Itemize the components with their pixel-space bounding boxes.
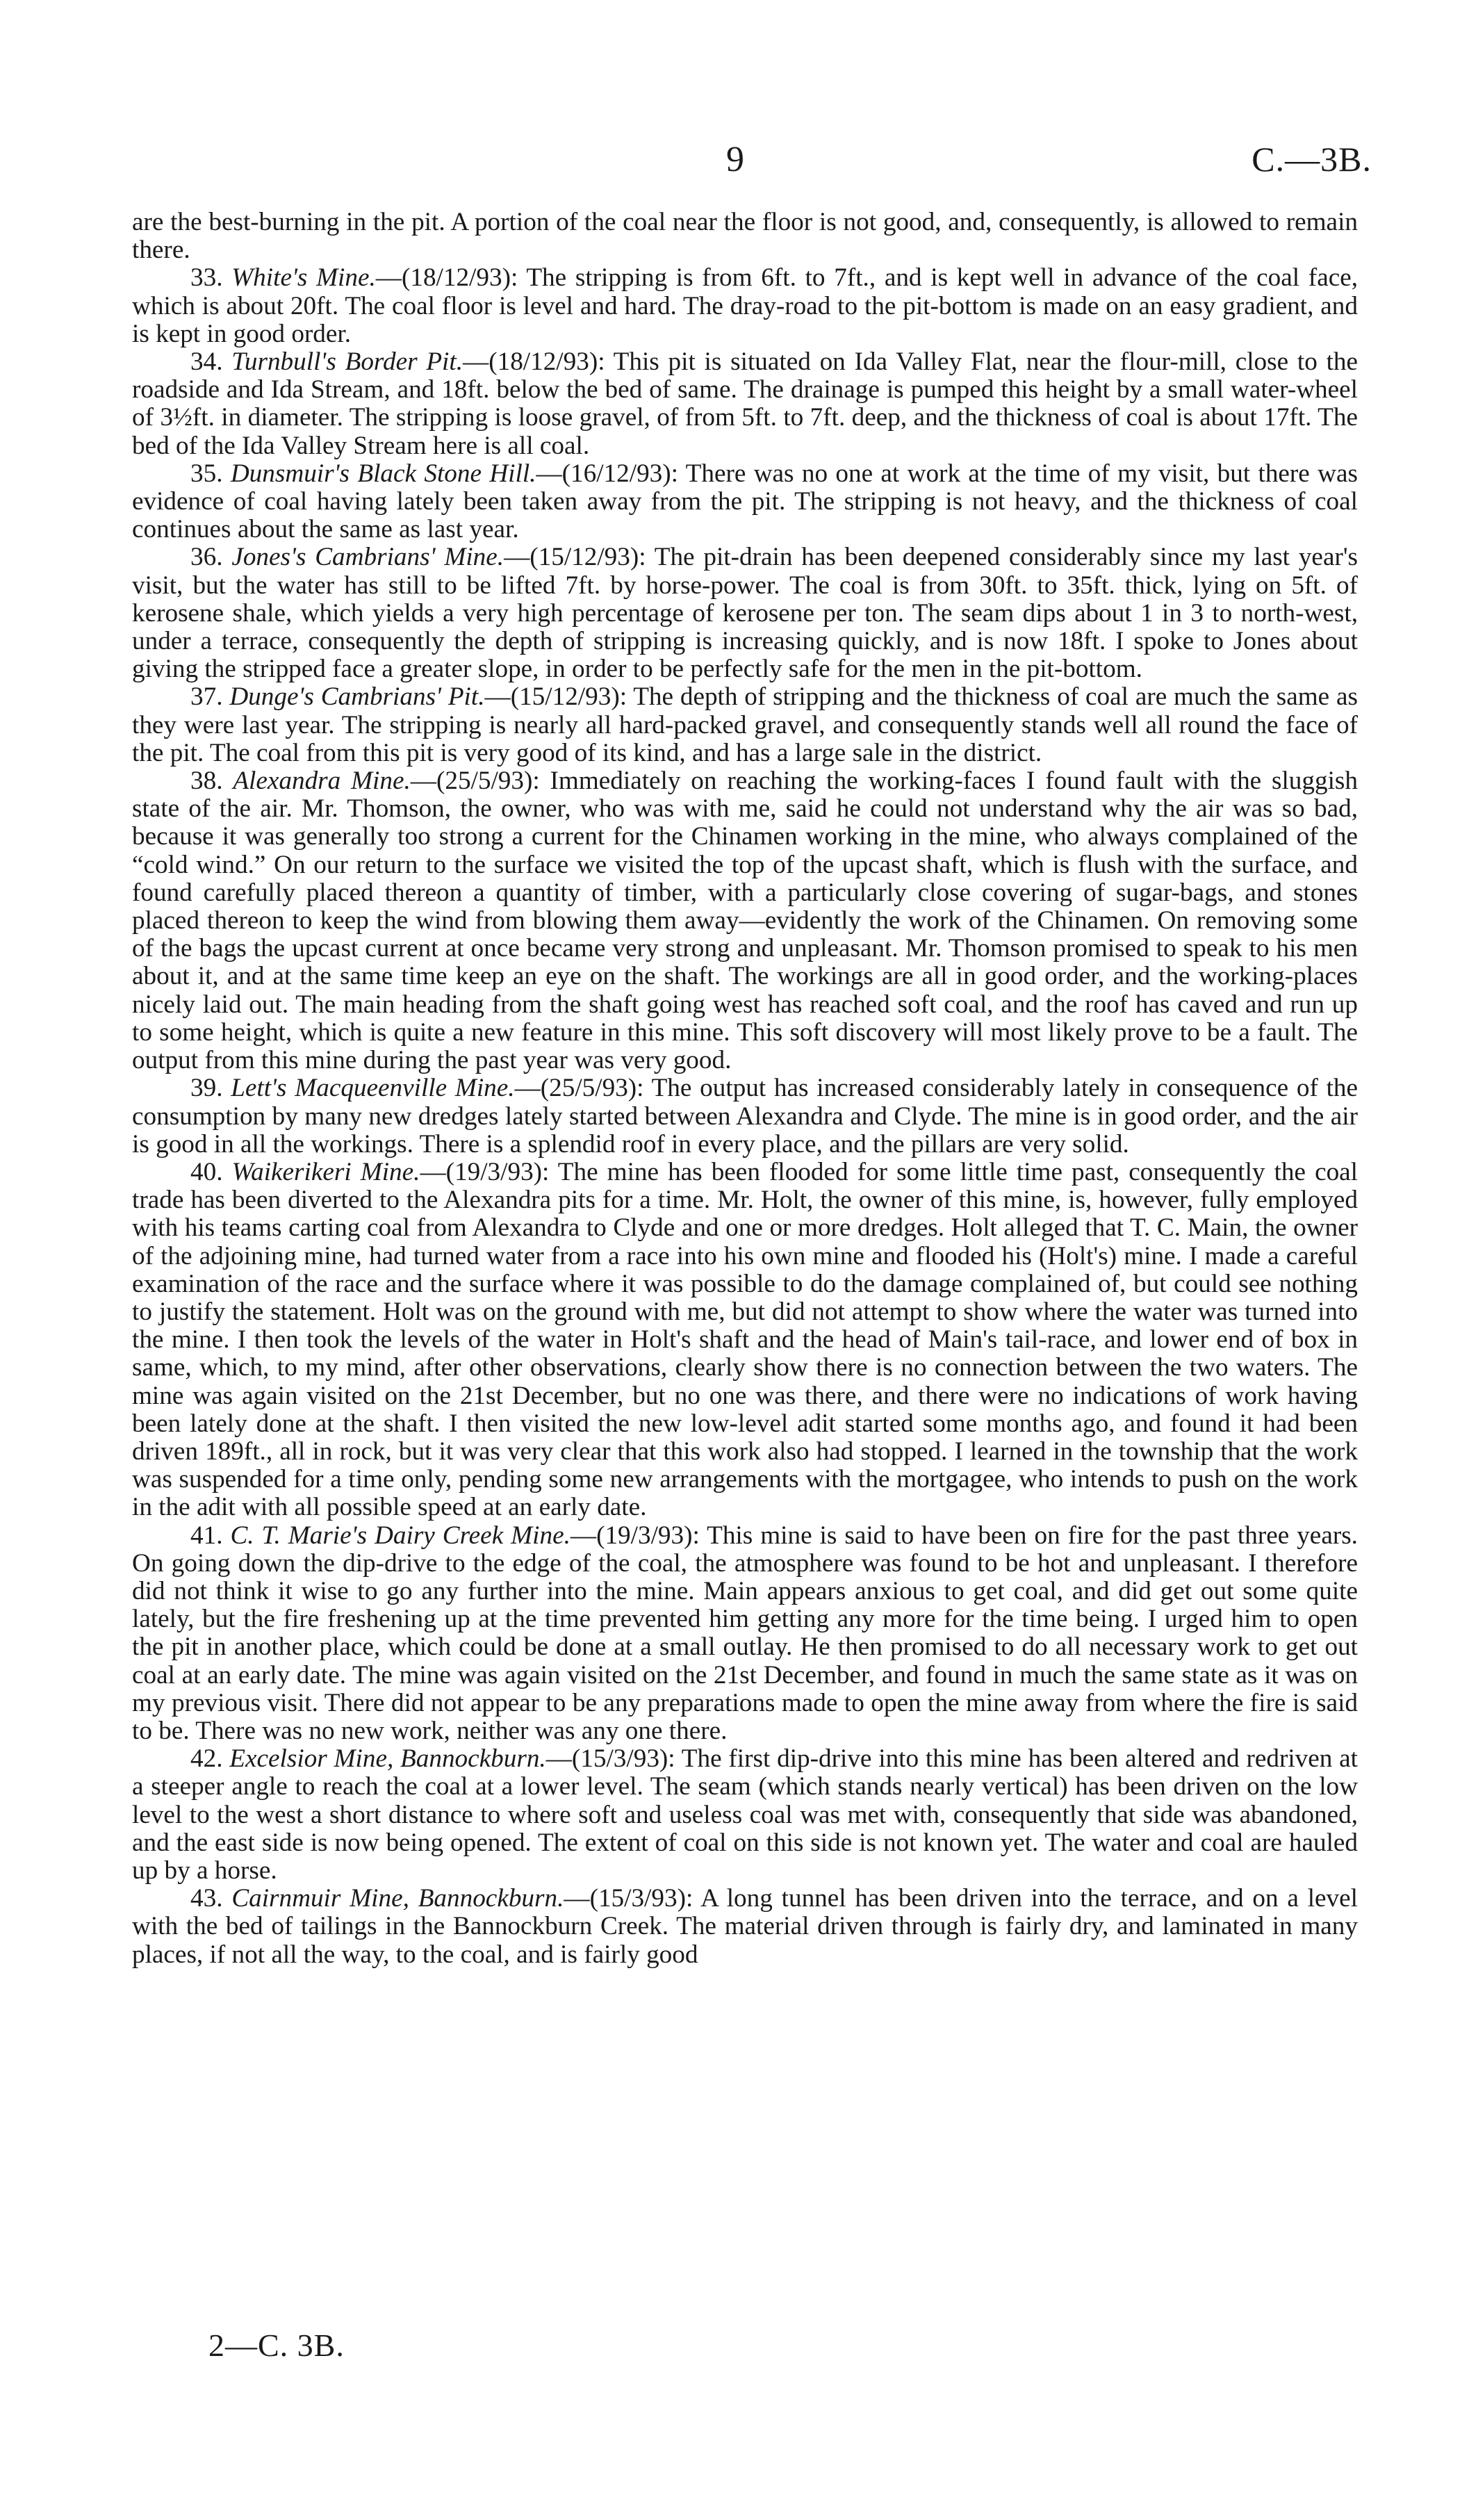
paragraph-35 bbox=[132, 460, 1358, 544]
paragraph-text: —(15/12/93): The depth of stripping and the thickness of coal are much the same as they were last year. The stripping is nearly all hard-packed gravel, and consequently stands well all round the face of the pit. The coal from this pit is very good of its kind, and has a large sale in the district. bbox=[132, 682, 1358, 767]
paragraph-number: 36. bbox=[190, 543, 223, 572]
paragraph-number: 35. bbox=[190, 459, 223, 488]
paragraph-40 bbox=[132, 1159, 1358, 1522]
paragraph-text: —(15/12/93): The pit-drain has been deepened considerably since my last year's visit, but the water has still to be lifted 7ft. by horse-power. The coal is from 30ft. to 35ft. thick, lying on 5ft. of kerosene shale, which yields a very high percentage of kerosene per ton. The seam dips about 1 in 3 to north-west, under a terrace, consequently the depth of stripping is increasing quickly, and is now 18ft. I spoke to Jones about giving the stripped face a greater slope, in order to be perfectly safe for the men in the pit-bottom. bbox=[132, 543, 1358, 684]
mine-name: Waikerikeri Mine. bbox=[231, 1157, 420, 1186]
mine-name: Dunsmuir's Black Stone Hill. bbox=[230, 459, 536, 488]
mine-name: Turnbull's Border Pit. bbox=[231, 347, 463, 377]
paragraph-number: 38. bbox=[190, 767, 223, 796]
paragraph-text: —(25/5/93): The output has increased considerably lately in consequence of the consumption by many new dredges lately started between Alexandra and Clyde. The mine is in good order, and the air is good in all the workings. There is a splendid roof in every place, and the pillars are very solid. bbox=[132, 1074, 1359, 1159]
paragraph-text: —(19/3/93): This mine is said to have been on fire for the past three years. On going down the dip-drive to the edge of the coal, the atmosphere was found to be hot and unpleasant. I therefore did not think it wise to go any further into the mine. Main appears anxious to get coal, and did get out some quite lately, but the fire freshening up at the time prevented him getting any more for the time being. I urged him to open the pit in another place, which could be done at a small outlay. He then promised to do all necessary work to get out coal at an early date. The mine was again visited on the 21st December, and found in much the same state as it was on my previous visit. There did not appear to be any preparations made to open the mine away from where the fire is said to be. There was no new work, neither was any one there. bbox=[132, 1521, 1358, 1745]
paragraph-34 bbox=[132, 348, 1358, 460]
paragraph-text: —(15/3/93): A long tunnel has been driven into the terrace, and on a level with the bed of tailings in the Bannockburn Creek. The material driven through is fairly dry, and laminated in many places, if not all the way, to the coal, and is fairly good bbox=[132, 1884, 1358, 1969]
paragraph-36 bbox=[132, 543, 1358, 683]
mine-name: Excelsior Mine, Bannockburn. bbox=[229, 1744, 546, 1774]
paragraph-text: —(16/12/93): There was no one at work at the time of my visit, but there was evidence of coal having lately been taken away from the pit. The stripping is not heavy, and the thickness of coal continues about the same as last year. bbox=[132, 459, 1358, 544]
paragraph-number: 37. bbox=[190, 682, 223, 712]
body-text bbox=[132, 208, 1358, 1969]
paragraph-text: —(19/3/93): The mine has been flooded for some little time past, consequently the coal trade has been diverted to the Alexandra pits for a time. Mr. Holt, the owner of this mine, is, however, fully employed with his teams carting coal from Alexandra to Clyde and one or more dredges. Holt alleged that T. C. Main, the owner of the adjoining mine, had turned water from a race into his own mine and flooded his (Holt's) mine. I made a careful examination of the race and the surface where it was possible to do the damage complained of, but could see nothing to justify the statement. Holt was on the ground with me, but did not attempt to show where the water was turned into the mine. I then took the levels of the water in Holt's shaft and the head of Main's tail-race, and lower end of box in same, which, to my mind, after other observations, clearly show there is no connection between the two waters. The mine was again visited on the 21st December, but no one was there, and there were no indications of work having been lately done at the shaft. I then visited the new low-level adit started some months ago, and found it had been driven 189ft., all in rock, but it was very clear that this work also had stopped. I learned in the township that the work was suspended for a time only, pending some new arrangements with the mortgagee, who intends to push on the work in the adit with all possible speed at an early date. bbox=[132, 1157, 1359, 1522]
paragraph-41 bbox=[132, 1522, 1358, 1746]
paragraph-number: 34. bbox=[190, 347, 223, 377]
paragraph-number: 39. bbox=[190, 1074, 223, 1103]
paragraph-42 bbox=[132, 1745, 1358, 1885]
paragraph-number: 33. bbox=[190, 263, 223, 293]
mine-name: Dunge's Cambrians' Pit. bbox=[229, 682, 485, 712]
page-header bbox=[0, 139, 1469, 188]
document-reference: C.—3B. bbox=[1251, 140, 1372, 179]
paragraph-number: 40. bbox=[190, 1157, 223, 1186]
page-number: 9 bbox=[726, 140, 744, 179]
paragraph-number: 43. bbox=[190, 1884, 223, 1913]
paragraph-number: 42. bbox=[190, 1744, 223, 1774]
paragraph-37 bbox=[132, 683, 1358, 767]
mine-name: C. T. Marie's Dairy Creek Mine. bbox=[230, 1521, 571, 1550]
mine-name: Cairnmuir Mine, Bannockburn. bbox=[231, 1884, 564, 1913]
paragraph-33 bbox=[132, 264, 1358, 348]
paragraph-39 bbox=[132, 1074, 1358, 1159]
paragraph-38 bbox=[132, 767, 1358, 1074]
signature-mark: 2—C. 3B. bbox=[208, 2327, 345, 2363]
mine-name: Alexandra Mine. bbox=[233, 767, 411, 796]
mine-name: Lett's Macqueenville Mine. bbox=[231, 1074, 515, 1103]
paragraph-43 bbox=[132, 1885, 1358, 1969]
paragraph-text: —(18/12/93): The stripping is from 6ft. to 7ft., and is kept well in advance of the coal face, which is about 20ft. The coal floor is level and hard. The dray-road to the pit-bottom is made on an easy gradient, and is kept in good order. bbox=[132, 263, 1359, 348]
paragraph-text: —(25/5/93): Immediately on reaching the working-faces I found fault with the sluggish state of the air. Mr. Thomson, the owner, who was with me, said he could not understand why the air was so bad, because it was generally too strong a current for the Chinamen working in the mine, who always complained of the “cold wind.” On our return to the surface we visited the top of the upcast shaft, which is flush with the surface, and found carefully placed thereon a quantity of timber, with a particularly close covering of sugar-bags, and stones placed thereon to keep the wind from blowing them away—evidently the work of the Chinamen. On removing some of the bags the upcast current at once became very strong and unpleasant. Mr. Thomson promised to speak to his men about it, and at the same time keep an eye on the shaft. The workings are all in good order, and the working-places nicely laid out. The main heading from the shaft going west has reached soft coal, and the roof has caved and run up to some height, which is quite a new feature in this mine. This soft discovery will most likely prove to be a fault. The output from this mine during the past year was very good. bbox=[132, 767, 1358, 1075]
intro-paragraph: are the best-burning in the pit. A portion of the coal near the floor is not good, and, consequently, is allowed to remain there. bbox=[132, 208, 1358, 265]
mine-name: Jones's Cambrians' Mine. bbox=[231, 543, 504, 572]
paragraph-text: —(18/12/93): This pit is situated on Ida Valley Flat, near the flour-mill, close to the roadside and Ida Stream, and 18ft. below the bed of same. The drainage is pumped this height by a small water-wheel of 3½ft. in diameter. The stripping is loose gravel, of from 5ft. to 7ft. deep, and the thickness of coal is about 17ft. The bed of the Ida Valley Stream here is all coal. bbox=[132, 347, 1358, 460]
paragraph-text: —(15/3/93): The first dip-drive into this mine has been altered and redriven at a steeper angle to reach the coal at a lower level. The seam (which stands nearly vertical) has been driven on the low level to the west a short distance to where soft and useless coal was met with, consequently that side was abandoned, and the east side is now being opened. The extent of coal on this side is not known yet. The water and coal are hauled up by a horse. bbox=[132, 1744, 1358, 1885]
paragraph-number: 41. bbox=[190, 1521, 223, 1550]
mine-name: White's Mine. bbox=[231, 263, 376, 293]
